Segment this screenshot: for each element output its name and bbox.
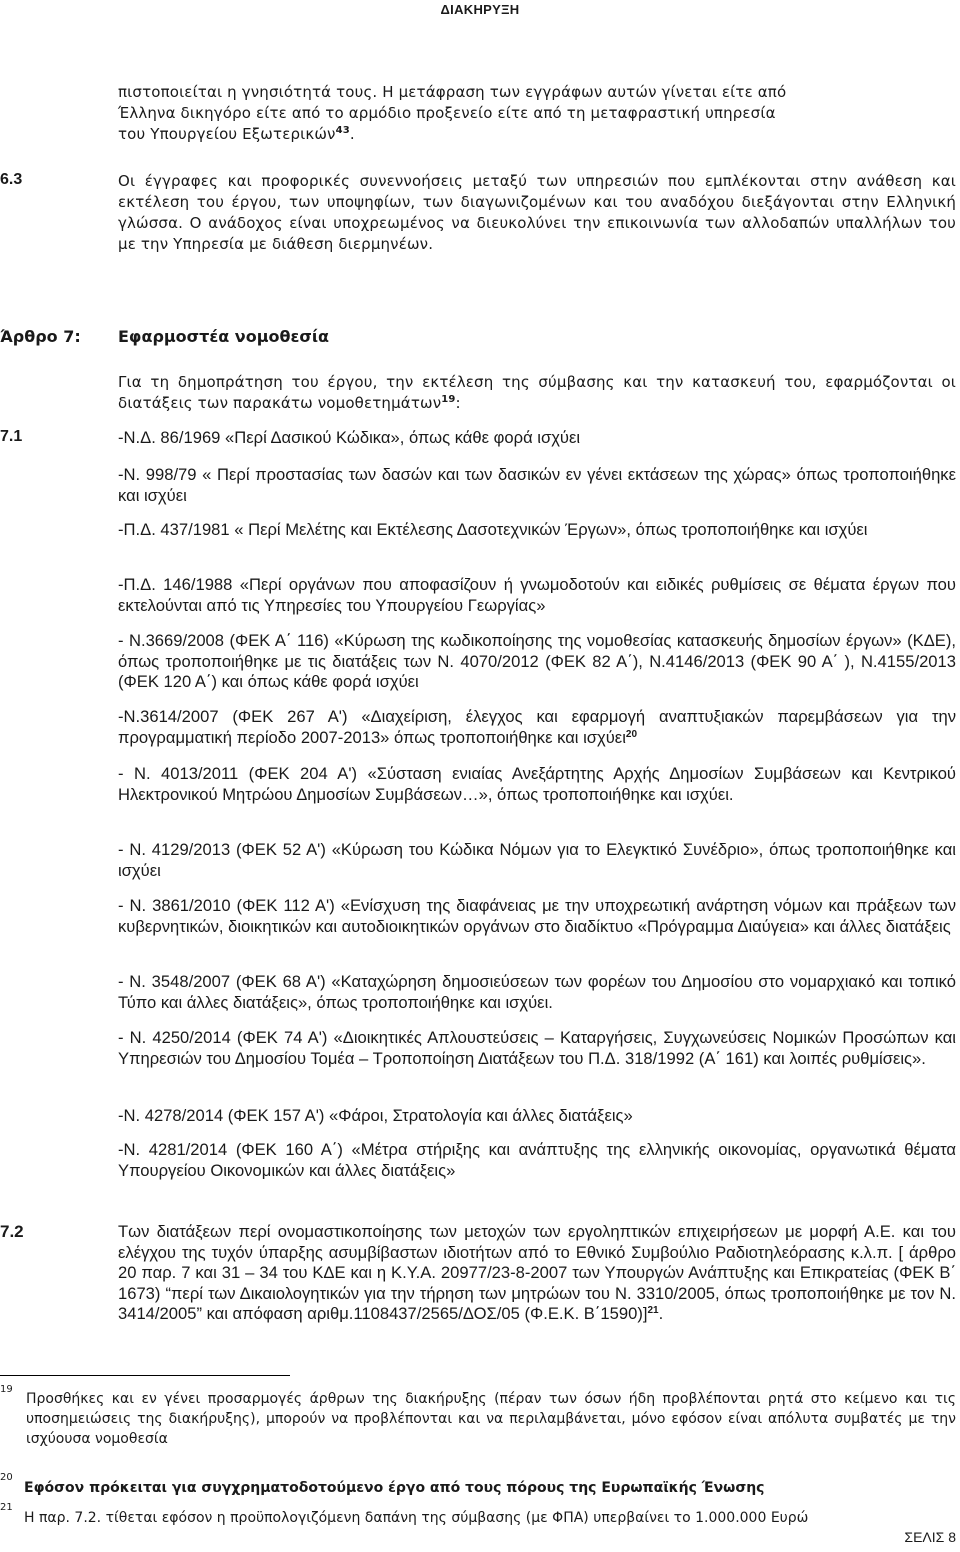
intro-paragraph	[118, 82, 956, 145]
footnote-ref-20: 20	[625, 728, 638, 740]
intro-line-3-end: .	[349, 125, 355, 143]
section-7-2-end: .	[658, 1304, 664, 1323]
footnote-21-mark: 21	[0, 1502, 13, 1513]
footnote-ref-19: 19	[441, 394, 456, 405]
article-7-intro	[118, 372, 956, 414]
footnote-ref-43: 43	[335, 125, 350, 136]
intro-line-3-text: του Υπουργείου Εξωτερικών	[118, 125, 336, 143]
article-7-intro-text: Για τη δημοπράτηση του έργου, την εκτέλεση της σύμβασης και την κατασκευή του, εφαρμόζονται οι διατάξεις των παρακάτω νομοθετημάτων	[118, 373, 956, 412]
section-7-1-item-4: - Ν.3669/2008 (ΦΕΚ Α΄ 116) «Κύρωση της κωδικοποίησης της νομοθεσίας κατασκευής δημοσίων έργων» (ΚΔΕ), όπως τροποποιήθηκε με τις διατάξεις των Ν. 4070/2012 (ΦΕΚ 82 Α΄), Ν.4146/2013 (ΦΕΚ 90 Α΄ ), Ν.4155/2013 (ΦΕΚ 120 Α΄) και όπως κάθε φορά ισχύει	[118, 631, 956, 691]
footnote-21-text: Η παρ. 7.2. τίθεται εφόσον η προϋπολογιζόμενη δαπάνη της σύμβασης (με ΦΠΑ) υπερβαίνει το 1.000.000 Ευρώ	[24, 1510, 809, 1526]
section-7-1-item-2: -Π.Δ. 437/1981 « Περί Μελέτης και Εκτέλεσης Δασοτεχνικών Έργων», όπως τροποποιήθηκε και ισχύει	[118, 520, 868, 539]
section-7-1-item-0: -Ν.Δ. 86/1969 «Περί Δασικού Κώδικα», όπως κάθε φορά ισχύει	[118, 428, 581, 447]
section-6-3-number: 6.3	[0, 171, 23, 188]
section-7-1-item-8: - Ν. 3861/2010 (ΦΕΚ 112 Α') «Ενίσχυση της διαφάνειας με την υποχρεωτική ανάρτηση νόμων και πράξεων των κυβερνητικών, διοικητικών και αυτοδιοικητικών οργάνων στο διαδίκτυο «Πρόγραμμα Διαύγεια» και άλλες διατάξεις	[118, 896, 956, 936]
footnote-19-text: Προσθήκες και εν γένει προσαρμογές άρθρων της διακήρυξης (πέραν των όσων ήδη προβλέπονται ρητά στο κείμενο και τις υποσημειώσεις της διακήρυξης), μπορούν να προβλέπονται και να περιλαμβάνεται, μόνο εφόσον είναι απόλυτα συμβατές με την ισχύουσα νομοθεσία	[26, 1391, 956, 1447]
document-header: ΔΙΑΚΗΡΥΞΗ	[440, 2, 520, 17]
section-6-3-text: Οι έγγραφες και προφορικές συνεννοήσεις μεταξύ των υπηρεσιών που εμπλέκονται στην ανάθεση και εκτέλεση του έργου, των υποψηφίων, των διαγωνιζομένων και του αναδόχου διεξάγονται στην Ελληνική γλώσσα. Ο ανάδοχος είναι υποχρεωμένος να διευκολύνει την επικοινωνία των αλλοδαπών υπαλλήλων του με την Υπηρεσία με διάθεση διερμηνέων.	[118, 172, 956, 253]
footnote-19-mark: 19	[0, 1384, 13, 1395]
article-7-intro-end: :	[455, 394, 461, 412]
footnote-separator	[0, 1375, 290, 1376]
section-7-1-item-5	[118, 707, 956, 748]
intro-line-3	[118, 124, 956, 145]
footnote-ref-21: 21	[647, 1305, 659, 1316]
section-7-1-item-6: - Ν. 4013/2011 (ΦΕΚ 204 Α') «Σύσταση ενιαίας Ανεξάρτητης Αρχής Δημοσίων Συμβάσεων και Κεντρικού Ηλεκτρονικού Μητρώου Δημοσίων Συμβάσεων…», όπως τροποποιήθηκε και ισχύει.	[118, 764, 956, 804]
article-7-label: Άρθρο 7:	[0, 327, 81, 346]
article-7-title: Εφαρμοστέα νομοθεσία	[118, 327, 330, 346]
page-number: ΣΕΛΙΣ 8	[904, 1529, 956, 1545]
footnote-20-mark: 20	[0, 1472, 13, 1483]
intro-line-2: Έλληνα δικηγόρο είτε από το αρμόδιο προξενείο είτε από τη μεταφραστική υπηρεσία	[118, 104, 776, 122]
footnote-20-text: Εφόσον πρόκειται για συγχρηματοδοτούμενο έργο από τους πόρους της Ευρωπαϊκής Ένωσης	[24, 1480, 765, 1496]
section-7-1-item-11: -Ν. 4278/2014 (ΦΕΚ 157 Α') «Φάροι, Στρατολογία και άλλες διατάξεις»	[118, 1106, 633, 1125]
section-7-1-item-10: - Ν. 4250/2014 (ΦΕΚ 74 Α') «Διοικητικές Απλουστεύσεις – Καταργήσεις, Συγχωνεύσεις Νομικών Προσώπων και Υπηρεσιών του Δημοσίου Τομέα – Τροποποίηση Διατάξεων του Π.Δ. 318/1992 (Α΄ 161) και λοιπές ρυθμίσεις».	[118, 1028, 956, 1068]
section-7-1-item-5-text: -Ν.3614/2007 (ΦΕΚ 267 Α') «Διαχείριση, έλεγχος και εφαρμογή αναπτυξιακών παρεμβάσεων για την προγραμματική περίοδο 2007-2013» όπως τροποποιήθηκε και ισχύει	[118, 707, 956, 747]
section-7-1-number: 7.1	[0, 428, 23, 445]
section-7-2-body: Των διατάξεων περί ονομαστικοποίησης των μετοχών των εργοληπτικών επιχειρήσεων με μορφή Α.Ε. και του ελέγχου της τυχόν ύπαρξης ασυμβίβαστων ιδιοτήτων από το Εθνικό Συμβούλιο Ραδιοτηλεόρασης κ.λ.π. [ άρθρο 20 παρ. 7 και 31 – 34 του ΚΔΕ και η Κ.Υ.Α. 20977/23-8-2007 των Υπουργών Ανάπτυξης και Επικρατείας (ΦΕΚ Β΄ 1673) “περί των Δικαιολογητικών για την τήρηση των μητρώων του Ν. 3310/2005, όπως τροποποιήθηκε με τον Ν. 3414/2005” και απόφαση αριθμ.1108437/2565/ΔΟΣ/05 (Φ.Ε.Κ. Β΄1590)]	[118, 1222, 956, 1323]
section-7-1-item-7: - Ν. 4129/2013 (ΦΕΚ 52 Α') «Κύρωση του Κώδικα Νόμων για το Ελεγκτικό Συνέδριο», όπως τροποποιήθηκε και ισχύει	[118, 840, 956, 880]
section-7-1-item-9: - Ν. 3548/2007 (ΦΕΚ 68 Α') «Καταχώρηση δημοσιεύσεων των φορέων του Δημοσίου στο νομαρχιακό και τοπικό Τύπο και άλλες διατάξεις», όπως τροποποιήθηκε και ισχύει.	[118, 972, 956, 1012]
intro-line-1: πιστοποιείται η γνησιότητά τους. Η μετάφραση των εγγράφων αυτών γίνεται είτε από	[118, 83, 787, 101]
section-7-1-item-1: -Ν. 998/79 « Περί προστασίας των δασών και των δασικών εν γένει εκτάσεων της χώρας» όπως τροποποιήθηκε και ισχύει	[118, 465, 956, 505]
section-7-2-text	[118, 1222, 956, 1325]
section-7-1-item-3: -Π.Δ. 146/1988 «Περί οργάνων που αποφασίζουν ή γνωμοδοτούν και ειδικές ρυθμίσεις σε θέματα έργων που εκτελούνται από τις Υπηρεσίες του Υπουργείου Γεωργίας»	[118, 575, 956, 615]
section-7-1-item-12: -Ν. 4281/2014 (ΦΕΚ 160 Α΄) «Μέτρα στήριξης και ανάπτυξης της ελληνικής οικονομίας, οργανωτικά θέματα Υπουργείου Οικονομικών και άλλες διατάξεις»	[118, 1140, 956, 1180]
section-7-2-number: 7.2	[0, 1222, 24, 1241]
